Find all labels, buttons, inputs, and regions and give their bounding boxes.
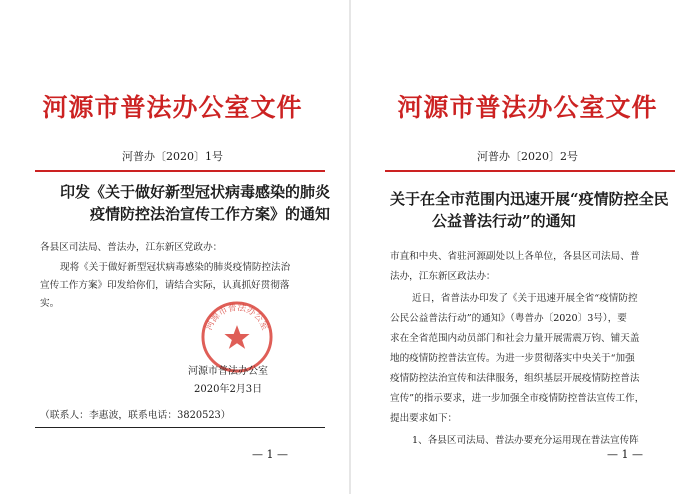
body-line: 求在全省范围内动员部门和社会力量开展需震万钧、铺天盖 (390, 333, 640, 344)
body-line: 现将《关于做好新型冠状病毒感染的肺炎疫情防控法治 (60, 262, 291, 273)
left-document-page (0, 0, 345, 494)
document-number: 河普办〔2020〕1号 (122, 150, 223, 163)
body-line: 市直和中央、省驻河源副处以上各单位，各县区司法局、普 (390, 251, 640, 262)
document-number: 河普办〔2020〕2号 (477, 150, 578, 163)
page-number: — 1 — (252, 448, 288, 461)
recipients-line: 各县区司法局、普法办，江东新区党政办： (40, 242, 223, 253)
document-header: 河源市普法办公室文件 (42, 93, 303, 122)
signature-organization: 河源市普法办公室 (188, 366, 268, 377)
body-line: 法办，江东新区政法办： (390, 271, 496, 282)
body-line: 宣传”的指示要求，进一步加强全市疫情防控普法宣传工作， (390, 393, 645, 404)
body-line: 提出要求如下： (390, 413, 458, 424)
body-line: 公民公益普法行动”的通知》（粤普办〔2020〕3号），要 (390, 313, 627, 324)
document-header: 河源市普法办公室文件 (397, 93, 658, 122)
seal-text: 河源市普法办公室 (204, 303, 270, 332)
document-title (60, 181, 331, 225)
page-number: — 1 — (607, 448, 643, 461)
header-red-rule (385, 170, 675, 172)
contact-line: （联系人：李惠波，联系电话：3820523） (40, 410, 231, 421)
right-document-page (355, 0, 700, 494)
page-divider (349, 0, 351, 494)
title-line: 印发《关于做好新型冠状病毒感染的肺炎 (60, 183, 331, 201)
document-title (390, 188, 675, 232)
title-line: 公益普法行动”的通知 (432, 212, 576, 230)
body-line: 地的疫情防控普法宣传。为进一步贯彻落实中央关于“加强 (390, 353, 635, 364)
body-line: 近日，省普法办印发了《关于迅速开展全省“疫情防控 (412, 293, 638, 304)
body-line: 1、各县区司法局、普法办要充分运用现在普法宣传阵 (412, 435, 639, 446)
body-line: 实。 (40, 298, 60, 309)
signature-date: 2020年2月3日 (194, 384, 263, 395)
title-line: 关于在全市范围内迅速开展“疫情防控全民 (390, 190, 669, 208)
footer-rule (35, 427, 325, 428)
body-line: 宣传工作方案》印发给你们，请结合实际，认真抓好贯彻落 (40, 280, 290, 291)
title-line: 疫情防控法治宣传工作方案》的通知 (90, 205, 331, 223)
body-line: 疫情防控法治宣传和法律服务，组织基层开展疫情防控普法 (390, 373, 640, 384)
header-red-rule (35, 170, 325, 172)
